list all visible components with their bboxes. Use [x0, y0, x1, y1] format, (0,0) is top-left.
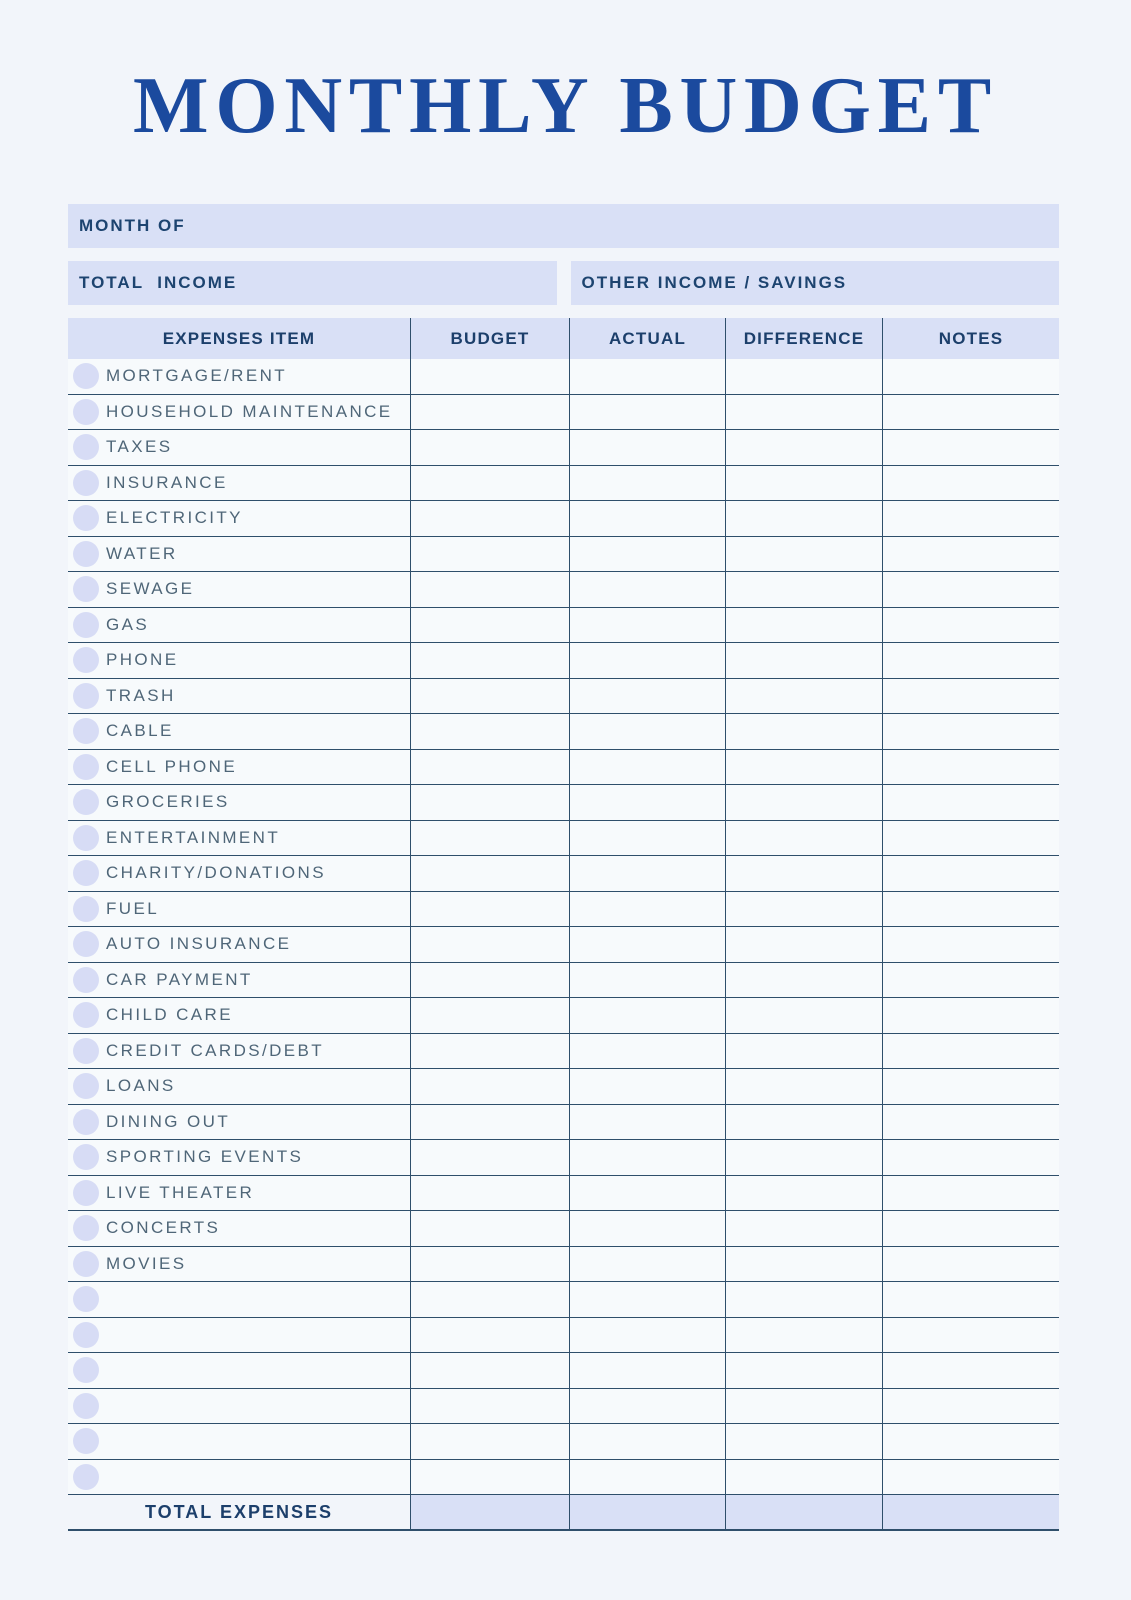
expense-row: [68, 643, 1059, 679]
difference-cell: [725, 501, 882, 536]
difference-cell: [725, 395, 882, 430]
total-actual-cell: [569, 1495, 725, 1529]
bullet-circle-icon: [73, 825, 99, 851]
expense-item-label: FUEL: [106, 898, 160, 918]
expense-item-cell: [68, 572, 410, 607]
expense-row: [68, 537, 1059, 573]
actual-cell: [569, 1247, 725, 1282]
expense-item-label: MORTGAGE/RENT: [106, 366, 288, 386]
difference-cell: [725, 537, 882, 572]
expense-item-label: LIVE THEATER: [106, 1182, 255, 1202]
difference-cell: [725, 856, 882, 891]
actual-cell: [569, 1424, 725, 1459]
expense-item-label: TAXES: [106, 437, 173, 457]
notes-cell: [882, 1069, 1059, 1104]
expense-item-cell: [68, 1247, 410, 1282]
expense-row: [68, 466, 1059, 502]
notes-cell: [882, 430, 1059, 465]
expense-item-cell: [68, 395, 410, 430]
actual-cell: [569, 821, 725, 856]
expense-item-cell: [68, 927, 410, 962]
notes-cell: [882, 1389, 1059, 1424]
expense-item-label: INSURANCE: [106, 472, 228, 492]
budget-cell: [410, 679, 569, 714]
expense-row: [68, 1140, 1059, 1176]
actual-cell: [569, 1211, 725, 1246]
actual-cell: [569, 998, 725, 1033]
expense-item-label: CONCERTS: [106, 1218, 221, 1238]
expense-row: [68, 1211, 1059, 1247]
budget-cell: [410, 1140, 569, 1175]
actual-cell: [569, 1176, 725, 1211]
difference-cell: [725, 1460, 882, 1495]
actual-cell: [569, 1282, 725, 1317]
expense-item-label: GAS: [106, 614, 150, 634]
bullet-circle-icon: [73, 896, 99, 922]
notes-cell: [882, 395, 1059, 430]
actual-cell: [569, 1389, 725, 1424]
month-of-field: [68, 204, 1059, 248]
expense-item-cell: [68, 1176, 410, 1211]
bullet-circle-icon: [73, 1428, 99, 1454]
expense-item-cell: [68, 892, 410, 927]
notes-cell: [882, 856, 1059, 891]
expense-row: [68, 1176, 1059, 1212]
bullet-circle-icon: [73, 1109, 99, 1135]
bullet-circle-icon: [73, 505, 99, 531]
expense-row: [68, 608, 1059, 644]
budget-cell: [410, 892, 569, 927]
difference-cell: [725, 359, 882, 394]
expense-item-cell: [68, 1105, 410, 1140]
expense-row: [68, 963, 1059, 999]
actual-cell: [569, 1318, 725, 1353]
expense-row: [68, 998, 1059, 1034]
actual-cell: [569, 1353, 725, 1388]
notes-cell: [882, 1247, 1059, 1282]
table-header-row: [68, 318, 1059, 359]
difference-cell: [725, 963, 882, 998]
bullet-circle-icon: [73, 789, 99, 815]
budget-cell: [410, 714, 569, 749]
actual-cell: [569, 395, 725, 430]
expense-item-cell: [68, 537, 410, 572]
expense-row-empty: [68, 1282, 1059, 1318]
expense-item-label: PHONE: [106, 650, 179, 670]
expense-row: [68, 572, 1059, 608]
expense-row-empty: [68, 1318, 1059, 1354]
notes-cell: [882, 1211, 1059, 1246]
notes-cell: [882, 1353, 1059, 1388]
bullet-circle-icon: [73, 1393, 99, 1419]
expense-item-label: CAR PAYMENT: [106, 969, 253, 989]
budget-cell: [410, 785, 569, 820]
month-of-label: MONTH OF: [79, 216, 186, 235]
expense-item-label: DINING OUT: [106, 1111, 231, 1131]
notes-cell: [882, 1424, 1059, 1459]
total-expenses-label: TOTAL EXPENSES: [144, 1501, 334, 1522]
actual-cell: [569, 537, 725, 572]
notes-cell: [882, 1282, 1059, 1317]
other-income-savings-field: [571, 261, 1060, 305]
difference-cell: [725, 927, 882, 962]
budget-cell: [410, 1105, 569, 1140]
bullet-circle-icon: [73, 1286, 99, 1312]
budget-cell: [410, 1034, 569, 1069]
bullet-circle-icon: [73, 612, 99, 638]
budget-cell: [410, 1282, 569, 1317]
page-content: [68, 204, 1059, 1531]
expense-item-label: HOUSEHOLD MAINTENANCE: [106, 401, 393, 421]
expense-item-cell: [68, 1140, 410, 1175]
total-difference-cell: [725, 1495, 882, 1529]
notes-cell: [882, 643, 1059, 678]
budget-cell: [410, 1460, 569, 1495]
notes-cell: [882, 679, 1059, 714]
total-income-field: [68, 261, 557, 305]
budget-cell: [410, 1389, 569, 1424]
actual-cell: [569, 1069, 725, 1104]
budget-cell: [410, 998, 569, 1033]
difference-cell: [725, 430, 882, 465]
bullet-circle-icon: [73, 1215, 99, 1241]
bullet-circle-icon: [73, 647, 99, 673]
notes-cell: [882, 1140, 1059, 1175]
header-notes: NOTES: [882, 318, 1059, 359]
expense-item-label: CREDIT CARDS/DEBT: [106, 1040, 325, 1060]
budget-cell: [410, 750, 569, 785]
other-income-savings-label: OTHER INCOME / SAVINGS: [581, 273, 848, 292]
bullet-circle-icon: [73, 576, 99, 602]
notes-cell: [882, 466, 1059, 501]
budget-cell: [410, 1211, 569, 1246]
difference-cell: [725, 998, 882, 1033]
difference-cell: [725, 1424, 882, 1459]
expense-row: [68, 856, 1059, 892]
actual-cell: [569, 643, 725, 678]
expense-row-empty: [68, 1389, 1059, 1425]
actual-cell: [569, 785, 725, 820]
expense-item-label: SPORTING EVENTS: [106, 1147, 304, 1167]
expense-row: [68, 430, 1059, 466]
bullet-circle-icon: [73, 1180, 99, 1206]
actual-cell: [569, 1034, 725, 1069]
difference-cell: [725, 1034, 882, 1069]
budget-cell: [410, 501, 569, 536]
expense-item-label: MOVIES: [106, 1253, 187, 1273]
budget-cell: [410, 643, 569, 678]
bullet-circle-icon: [73, 1357, 99, 1383]
actual-cell: [569, 1140, 725, 1175]
expense-item-cell: [68, 359, 410, 394]
bullet-circle-icon: [73, 541, 99, 567]
bullet-circle-icon: [73, 1038, 99, 1064]
budget-cell: [410, 466, 569, 501]
budget-cell: [410, 1069, 569, 1104]
expense-item-label: AUTO INSURANCE: [106, 934, 292, 954]
page-title: MONTHLY BUDGET: [133, 62, 998, 150]
budget-cell: [410, 1247, 569, 1282]
bullet-circle-icon: [73, 931, 99, 957]
expense-item-cell: [68, 1424, 410, 1459]
difference-cell: [725, 643, 882, 678]
expense-row-empty: [68, 1424, 1059, 1460]
difference-cell: [725, 1282, 882, 1317]
expense-item-cell: [68, 785, 410, 820]
budget-cell: [410, 856, 569, 891]
expense-item-label: GROCERIES: [106, 792, 230, 812]
expense-item-cell: [68, 856, 410, 891]
difference-cell: [725, 608, 882, 643]
actual-cell: [569, 927, 725, 962]
expense-item-cell: [68, 608, 410, 643]
expense-item-label: CABLE: [106, 721, 174, 741]
notes-cell: [882, 714, 1059, 749]
expense-row: [68, 750, 1059, 786]
expense-item-cell: [68, 750, 410, 785]
notes-cell: [882, 608, 1059, 643]
bullet-circle-icon: [73, 1144, 99, 1170]
actual-cell: [569, 608, 725, 643]
expenses-table: [68, 318, 1059, 1531]
actual-cell: [569, 856, 725, 891]
expense-item-cell: [68, 1318, 410, 1353]
expense-item-label: TRASH: [106, 685, 176, 705]
expense-item-label: CELL PHONE: [106, 756, 238, 776]
total-income-label: TOTAL INCOME: [79, 273, 238, 292]
expense-item-cell: [68, 1353, 410, 1388]
notes-cell: [882, 359, 1059, 394]
difference-cell: [725, 466, 882, 501]
notes-cell: [882, 537, 1059, 572]
actual-cell: [569, 501, 725, 536]
expense-item-label: CHILD CARE: [106, 1005, 233, 1025]
expense-item-label: SEWAGE: [106, 579, 195, 599]
expense-item-cell: [68, 679, 410, 714]
expense-row: [68, 395, 1059, 431]
bullet-circle-icon: [73, 718, 99, 744]
budget-cell: [410, 359, 569, 394]
expense-item-label: LOANS: [106, 1076, 176, 1096]
actual-cell: [569, 1460, 725, 1495]
header-difference: DIFFERENCE: [725, 318, 882, 359]
expense-row: [68, 1069, 1059, 1105]
actual-cell: [569, 430, 725, 465]
expense-item-cell: [68, 466, 410, 501]
expense-item-cell: [68, 714, 410, 749]
expense-item-cell: [68, 998, 410, 1033]
total-expenses-row: [68, 1495, 1059, 1531]
expense-item-cell: [68, 1460, 410, 1495]
header-actual: ACTUAL: [569, 318, 725, 359]
difference-cell: [725, 1140, 882, 1175]
total-notes-cell: [882, 1495, 1059, 1529]
bullet-circle-icon: [73, 399, 99, 425]
difference-cell: [725, 785, 882, 820]
expense-row-empty: [68, 1460, 1059, 1496]
bullet-circle-icon: [73, 683, 99, 709]
notes-cell: [882, 1460, 1059, 1495]
table-body: [68, 359, 1059, 1495]
total-budget-cell: [410, 1495, 569, 1529]
difference-cell: [725, 679, 882, 714]
expense-item-cell: [68, 963, 410, 998]
expense-row: [68, 927, 1059, 963]
bullet-circle-icon: [73, 1251, 99, 1277]
actual-cell: [569, 892, 725, 927]
expense-item-cell: [68, 501, 410, 536]
notes-cell: [882, 1105, 1059, 1140]
difference-cell: [725, 1318, 882, 1353]
actual-cell: [569, 714, 725, 749]
actual-cell: [569, 1105, 725, 1140]
notes-cell: [882, 750, 1059, 785]
notes-cell: [882, 785, 1059, 820]
total-expenses-label-cell: [68, 1495, 410, 1529]
expense-row: [68, 359, 1059, 395]
expense-row: [68, 821, 1059, 857]
notes-cell: [882, 1176, 1059, 1211]
expense-row: [68, 501, 1059, 537]
bullet-circle-icon: [73, 1073, 99, 1099]
budget-cell: [410, 608, 569, 643]
actual-cell: [569, 359, 725, 394]
actual-cell: [569, 750, 725, 785]
difference-cell: [725, 892, 882, 927]
expense-item-label: WATER: [106, 543, 178, 563]
income-bars: [68, 261, 1059, 305]
difference-cell: [725, 572, 882, 607]
header-expenses-item: EXPENSES ITEM: [162, 328, 316, 348]
actual-cell: [569, 466, 725, 501]
notes-cell: [882, 998, 1059, 1033]
expense-row: [68, 714, 1059, 750]
difference-cell: [725, 1176, 882, 1211]
expense-item-cell: [68, 821, 410, 856]
bullet-circle-icon: [73, 470, 99, 496]
expense-row-empty: [68, 1353, 1059, 1389]
bullet-circle-icon: [73, 967, 99, 993]
expense-row: [68, 679, 1059, 715]
bullet-circle-icon: [73, 1322, 99, 1348]
bullet-circle-icon: [73, 860, 99, 886]
difference-cell: [725, 1105, 882, 1140]
budget-cell: [410, 1318, 569, 1353]
notes-cell: [882, 963, 1059, 998]
budget-cell: [410, 1424, 569, 1459]
expense-item-label: ENTERTAINMENT: [106, 827, 281, 847]
actual-cell: [569, 679, 725, 714]
header-budget: BUDGET: [410, 318, 569, 359]
difference-cell: [725, 1247, 882, 1282]
budget-cell: [410, 430, 569, 465]
difference-cell: [725, 1353, 882, 1388]
expense-item-cell: [68, 1389, 410, 1424]
expense-row: [68, 785, 1059, 821]
expense-item-label: CHARITY/DONATIONS: [106, 863, 326, 883]
budget-cell: [410, 395, 569, 430]
budget-cell: [410, 821, 569, 856]
budget-cell: [410, 963, 569, 998]
bullet-circle-icon: [73, 1002, 99, 1028]
bullet-circle-icon: [73, 434, 99, 460]
expense-row: [68, 1105, 1059, 1141]
difference-cell: [725, 821, 882, 856]
expense-row: [68, 892, 1059, 928]
expense-item-label: ELECTRICITY: [106, 508, 243, 528]
expense-item-cell: [68, 430, 410, 465]
bullet-circle-icon: [73, 1464, 99, 1490]
expense-row: [68, 1034, 1059, 1070]
actual-cell: [569, 963, 725, 998]
expense-item-cell: [68, 1282, 410, 1317]
notes-cell: [882, 821, 1059, 856]
budget-cell: [410, 1176, 569, 1211]
budget-cell: [410, 572, 569, 607]
budget-cell: [410, 1353, 569, 1388]
expense-item-cell: [68, 1211, 410, 1246]
notes-cell: [882, 501, 1059, 536]
actual-cell: [569, 572, 725, 607]
expense-item-cell: [68, 1069, 410, 1104]
difference-cell: [725, 1211, 882, 1246]
notes-cell: [882, 892, 1059, 927]
budget-cell: [410, 537, 569, 572]
difference-cell: [725, 1069, 882, 1104]
difference-cell: [725, 714, 882, 749]
expense-item-cell: [68, 643, 410, 678]
difference-cell: [725, 1389, 882, 1424]
expense-item-cell: [68, 1034, 410, 1069]
budget-cell: [410, 927, 569, 962]
notes-cell: [882, 1318, 1059, 1353]
expense-row: [68, 1247, 1059, 1283]
notes-cell: [882, 572, 1059, 607]
notes-cell: [882, 927, 1059, 962]
notes-cell: [882, 1034, 1059, 1069]
bullet-circle-icon: [73, 363, 99, 389]
bullet-circle-icon: [73, 754, 99, 780]
difference-cell: [725, 750, 882, 785]
